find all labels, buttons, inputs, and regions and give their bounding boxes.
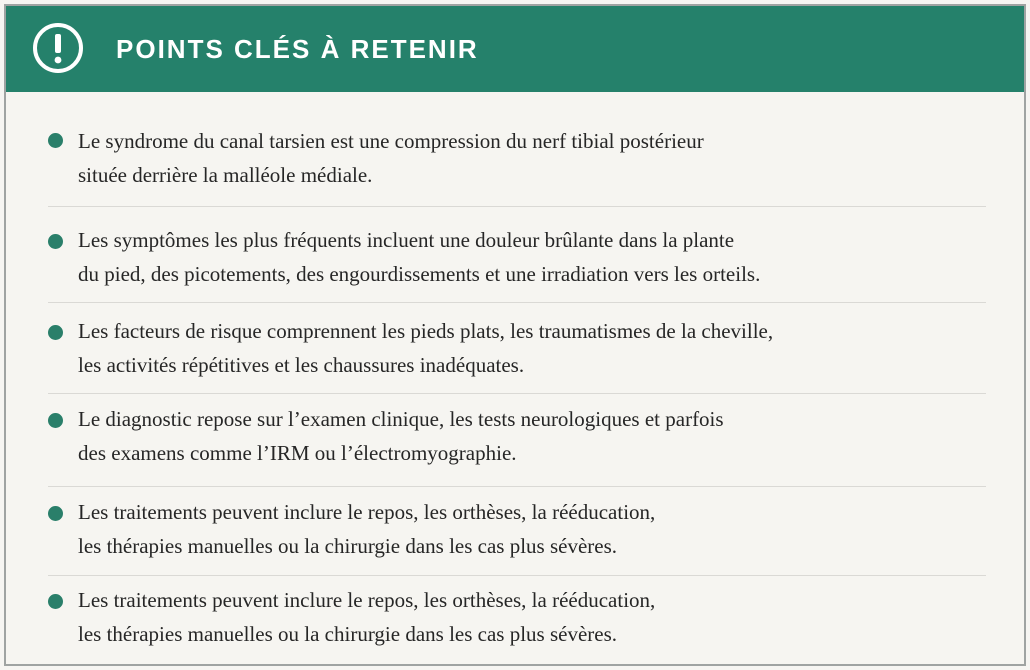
list-item-line: Les traitements peuvent inclure le repos, les orthèses, la rééducation, (78, 500, 656, 524)
bullet-dot (48, 594, 63, 609)
divider (48, 486, 986, 487)
list-item-text (78, 495, 998, 563)
list-item-line: Les traitements peuvent inclure le repos, les orthèses, la rééducation, (78, 588, 656, 612)
list-item-line: du pied, des picotements, des engourdissements et une irradiation vers les orteils. (78, 262, 761, 286)
divider (48, 575, 986, 576)
bullet-dot (48, 325, 63, 340)
divider (48, 302, 986, 303)
bullet-dot (48, 234, 63, 249)
list-item-text (78, 583, 998, 651)
list-item-text (78, 223, 998, 291)
list-item-line: des examens comme l’IRM ou l’électromyographie. (78, 441, 517, 465)
list-item-line: Les symptômes les plus fréquents incluent une douleur brûlante dans la plante (78, 228, 735, 252)
list-item-line: les thérapies manuelles ou la chirurgie dans les cas plus sévères. (78, 622, 618, 646)
bullet-dot (48, 506, 63, 521)
list-item-line: les thérapies manuelles ou la chirurgie dans les cas plus sévères. (78, 534, 618, 558)
panel-title: POINTS CLÉS À RETENIR (116, 34, 479, 64)
list-item-line: Le diagnostic repose sur l’examen clinique, les tests neurologiques et parfois (78, 407, 724, 431)
list-item-text (78, 402, 998, 470)
list-item-line: Le syndrome du canal tarsien est une compression du nerf tibial postérieur (78, 129, 704, 153)
divider (48, 393, 986, 394)
list-item-text (78, 124, 998, 192)
key-points-panel (4, 4, 1026, 666)
list-item-line: située derrière la malléole médiale. (78, 163, 373, 187)
panel-header (6, 6, 1024, 92)
list-item-line: les activités répétitives et les chaussures inadéquates. (78, 353, 525, 377)
bullet-dot (48, 413, 63, 428)
exclamation-circle-icon (32, 22, 84, 74)
list-item-line: Les facteurs de risque comprennent les pieds plats, les traumatismes de la cheville, (78, 319, 774, 343)
list-item-text (78, 314, 998, 382)
divider (48, 206, 986, 207)
bullet-dot (48, 133, 63, 148)
